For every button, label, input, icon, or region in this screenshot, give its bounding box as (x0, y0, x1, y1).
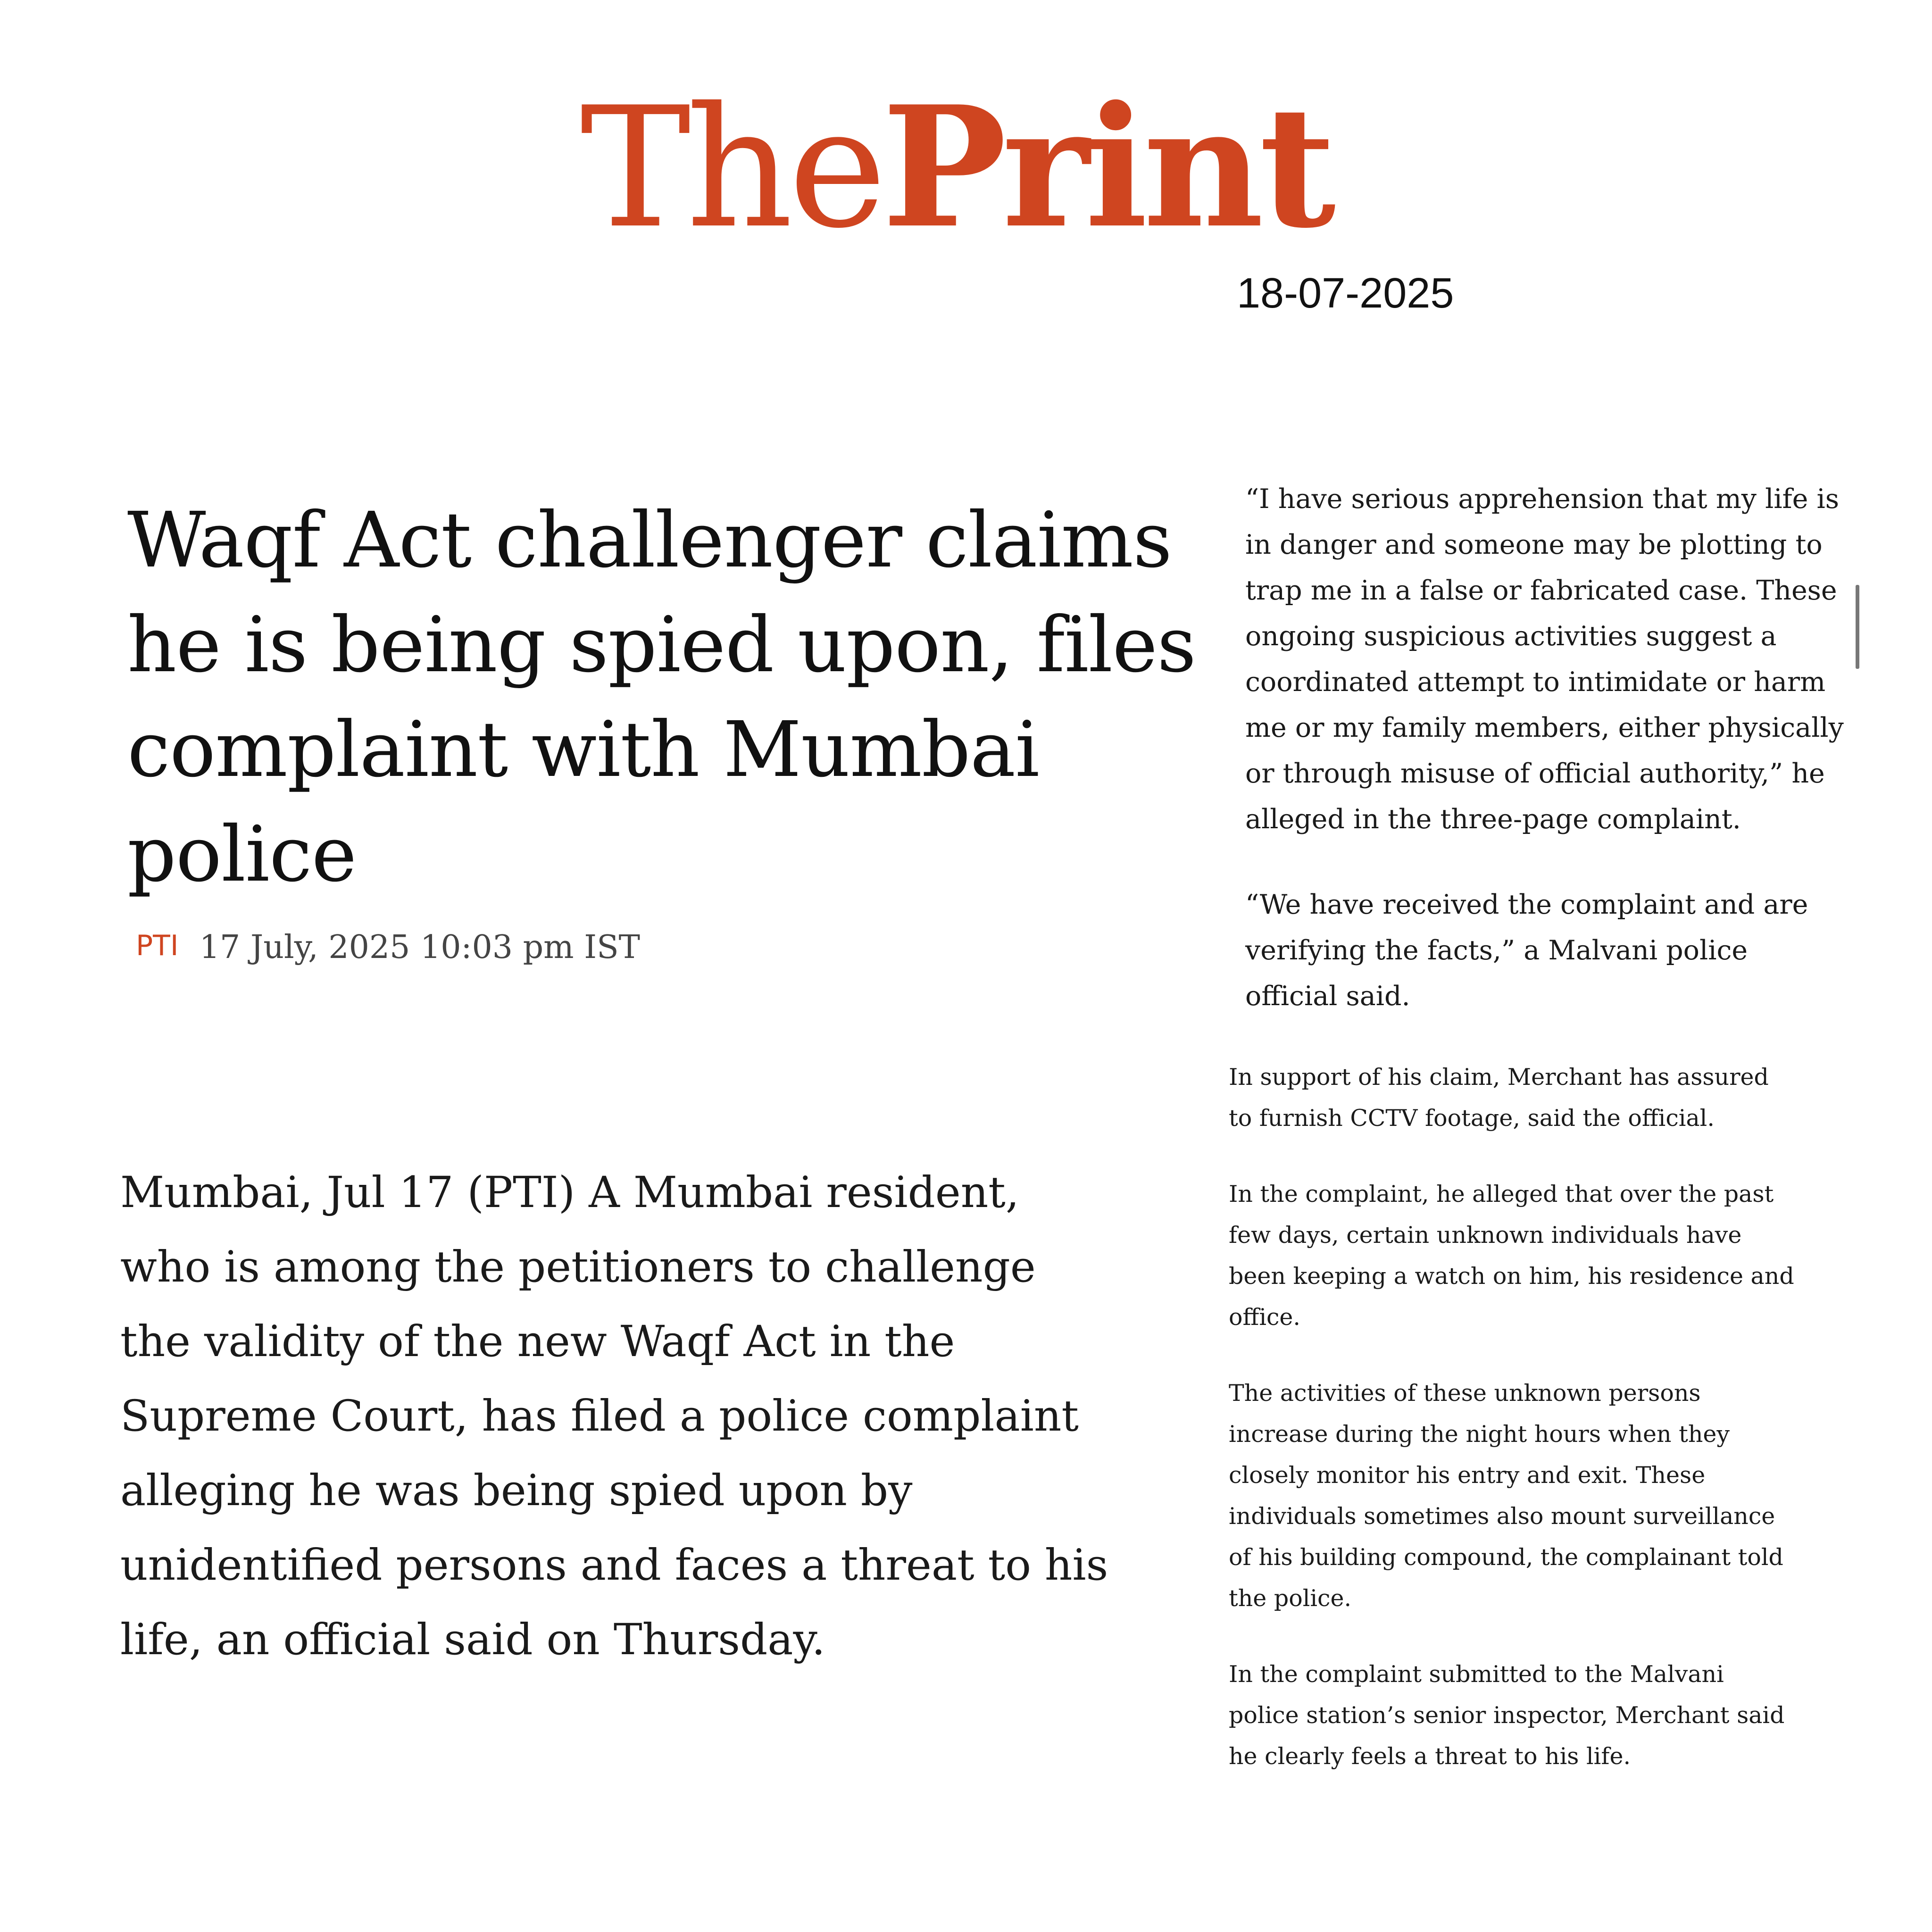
theprint-logo (580, 70, 1332, 265)
logo-word-the: The (580, 72, 882, 265)
logo-word-print: Print (882, 70, 1332, 265)
byline (136, 922, 640, 971)
article-lede: Mumbai, Jul 17 (PTI) A Mumbai resident, who is among the petitioners to challenge the validity of the new Waqf Act in the Supreme Court, has filed a police complaint alleging he was being spied upon by unidentified persons and faces a threat to his life, an official said on Thursday. (120, 1168, 1108, 1665)
article-headline: Waqf Act challenger claims he is being spied upon, files complaint with Mumbai police (127, 496, 1196, 899)
article-paragraph: In the complaint submitted to the Malvani police station’s senior inspector, Merchant said he clearly feels a threat to his life. (1229, 1661, 1785, 1770)
byline-agency-link[interactable]: PTI (136, 929, 179, 962)
article-paragraph: In support of his claim, Merchant has assured to furnish CCTV footage, said the official. (1229, 1064, 1769, 1132)
scrollbar-thumb[interactable] (1856, 585, 1859, 669)
article-paragraph: “We have received the complaint and are verifying the facts,” a Malvani police official said. (1245, 889, 1808, 1012)
byline-datetime: 17 July, 2025 10:03 pm IST (199, 929, 641, 966)
article-paragraph: In the complaint, he alleged that over the past few days, certain unknown individuals have been keeping a watch on him, his residence and office. (1229, 1181, 1794, 1331)
clipping-date: 18-07-2025 (1237, 270, 1454, 317)
article-paragraph: The activities of these unknown persons increase during the night hours when they closely monitor his entry and exit. These individuals sometimes also mount surveillance of his building compound, the complainant told the police. (1229, 1380, 1783, 1612)
article-column-quotes (1245, 476, 1844, 1059)
article-column-continued (1229, 1057, 1795, 1812)
article-paragraph: “I have serious apprehension that my life is in danger and someone may be plotting to trap me in a false or fabricated case. These ongoing suspicious activities suggest a coordinated attempt to intimidate or harm me or my family members, either physically or through misuse of official authority,” he alleged in the three-page complaint. (1245, 483, 1844, 835)
